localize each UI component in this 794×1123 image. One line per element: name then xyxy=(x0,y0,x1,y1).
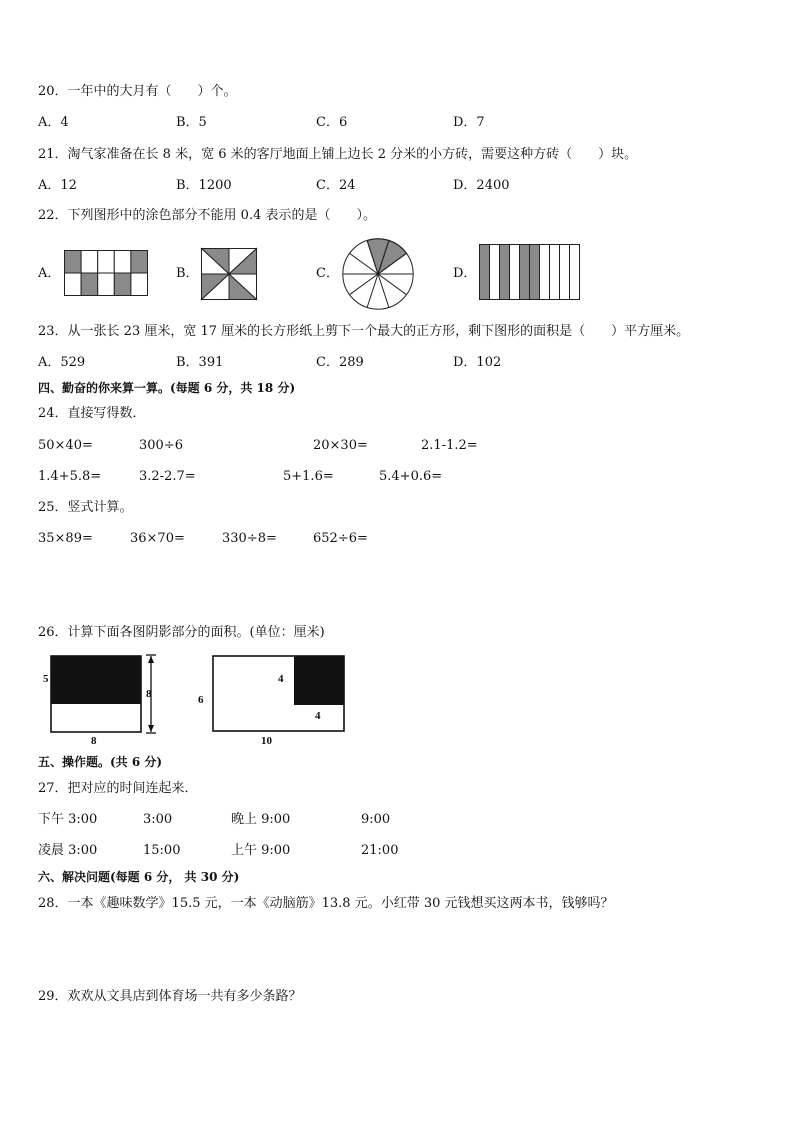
dimension-label: 6 xyxy=(198,694,204,706)
dimension-label: 8 xyxy=(91,735,97,747)
option-b: B． xyxy=(176,266,199,281)
vertical-calc-item: 35×89= xyxy=(38,531,93,546)
vertical-calc-item: 652÷6= xyxy=(313,531,368,546)
time-item: 凌晨 3:00 xyxy=(38,843,98,858)
question-28-stem: 28．一本《趣味数学》15.5 元，一本《动脑筋》13.8 元。小红带 30 元钱想买这两本书，钱够吗？ xyxy=(38,896,614,911)
question-23-stem: 23．从一张长 23 厘米，宽 17 厘米的长方形纸上剪下一个最大的正方形，剩下图形的面积是（ ）平方厘米。 xyxy=(38,324,690,339)
mental-math-item: 1.4+5.8= xyxy=(38,469,102,484)
time-item: 晚上 9:00 xyxy=(231,812,291,827)
question-20-stem: 20．一年中的大月有（ ）个。 xyxy=(38,84,237,99)
question-24-stem: 24．直接写得数． xyxy=(38,406,146,421)
square-figure-b xyxy=(201,248,257,300)
vertical-calc-item: 36×70= xyxy=(130,531,185,546)
question-21-stem: 21．淘气家准备在长 8 米，宽 6 米的客厅地面上铺上边长 2 分米的小方砖，需要这种方砖（ ）块。 xyxy=(38,147,638,162)
question-22-stem: 22．下列图形中的涂色部分不能用 0.4 表示的是（ ）。 xyxy=(38,208,376,223)
option-d: D．7 xyxy=(453,115,485,130)
question-29-stem: 29．欢欢从文具店到体育场一共有多少条路？ xyxy=(38,989,302,1004)
shaded-rectangle-figure-2 xyxy=(212,655,346,733)
option-c: C． xyxy=(316,266,339,281)
option-b: B．5 xyxy=(176,115,207,130)
option-a: A． xyxy=(38,266,61,281)
dimension-label: 8 xyxy=(146,688,152,700)
mental-math-item: 2.1-1.2= xyxy=(421,438,478,453)
mental-math-item: 5.4+0.6= xyxy=(379,469,443,484)
mental-math-item: 300÷6 xyxy=(139,438,183,453)
question-25-stem: 25．竖式计算。 xyxy=(38,500,133,515)
grid-figure-a xyxy=(64,250,150,296)
time-item: 15:00 xyxy=(143,843,181,858)
option-a: A．12 xyxy=(38,178,77,193)
section-heading: 四、勤奋的你来算一算。(每题 6 分，共 18 分) xyxy=(38,381,296,395)
time-item: 21:00 xyxy=(361,843,399,858)
option-c: C．289 xyxy=(316,355,364,370)
circle-figure-c xyxy=(341,237,415,311)
question-27-stem: 27．把对应的时间连起来． xyxy=(38,781,198,796)
option-a: A．4 xyxy=(38,115,69,130)
shaded-rectangle-figure-1 xyxy=(50,655,144,733)
option-d: D．2400 xyxy=(453,178,510,193)
time-item: 上午 9:00 xyxy=(231,843,291,858)
option-b: B．391 xyxy=(176,355,224,370)
strip-figure-d xyxy=(479,244,581,300)
question-26-stem: 26．计算下面各图阴影部分的面积。(单位：厘米) xyxy=(38,625,325,640)
dimension-label: 10 xyxy=(261,735,272,747)
dimension-label: 4 xyxy=(278,673,284,685)
time-item: 下午 3:00 xyxy=(38,812,98,827)
option-a: A．529 xyxy=(38,355,86,370)
section-heading: 六、解决问题(每题 6 分， 共 30 分) xyxy=(38,870,240,884)
vertical-calc-item: 330÷8= xyxy=(222,531,277,546)
mental-math-item: 50×40= xyxy=(38,438,93,453)
mental-math-item: 5+1.6= xyxy=(283,469,334,484)
option-d: D．102 xyxy=(453,355,502,370)
dimension-label: 5 xyxy=(43,673,49,685)
option-d: D． xyxy=(453,266,477,281)
dimension-label: 4 xyxy=(315,710,321,722)
time-item: 3:00 xyxy=(143,812,173,827)
option-c: C．24 xyxy=(316,178,356,193)
option-c: C．6 xyxy=(316,115,348,130)
time-item: 9:00 xyxy=(361,812,391,827)
option-b: B．1200 xyxy=(176,178,232,193)
mental-math-item: 3.2-2.7= xyxy=(139,469,196,484)
section-heading: 五、操作题。(共 6 分) xyxy=(38,755,163,769)
mental-math-item: 20×30= xyxy=(313,438,368,453)
